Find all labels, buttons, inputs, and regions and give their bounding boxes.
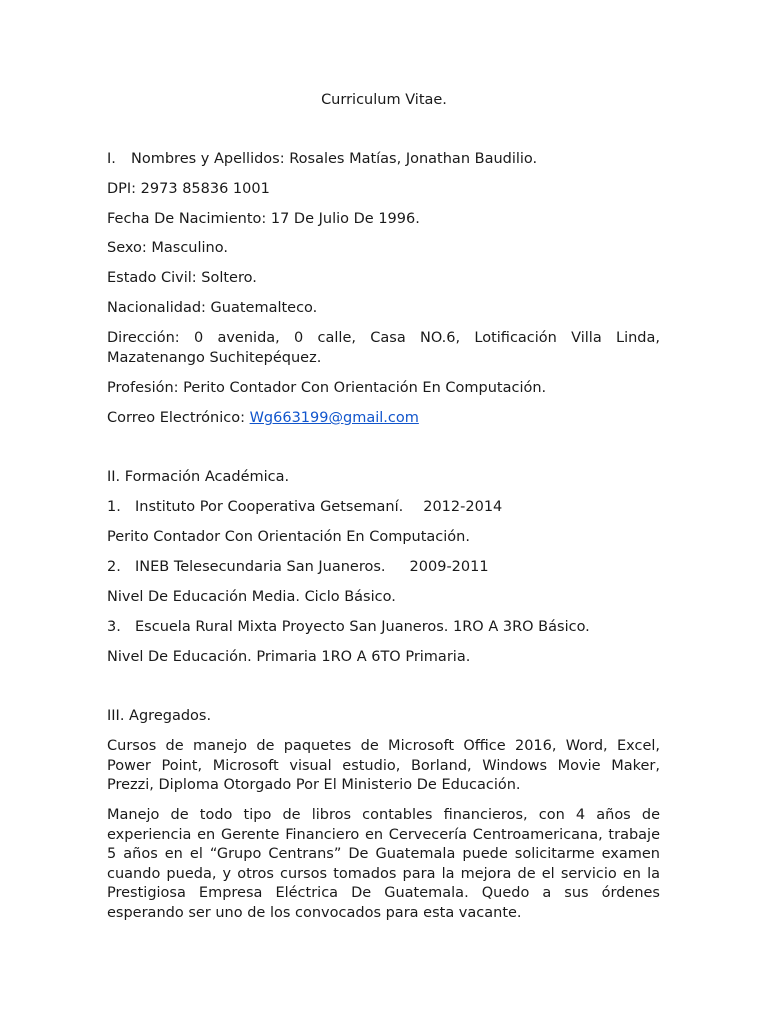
name-line <box>107 150 660 170</box>
education-detail: Nivel De Educación Media. Ciclo Básico. <box>107 589 396 605</box>
document-title: Curriculum Vitae. <box>321 92 447 108</box>
birth-line: Fecha De Nacimiento: 17 De Julio De 1996. <box>107 211 420 227</box>
school-years: 2012-2014 <box>423 499 503 515</box>
education-detail: Nivel De Educación. Primaria 1RO A 6TO Primaria. <box>107 649 471 665</box>
school-name: Instituto Por Cooperativa Getsemaní. <box>135 499 404 515</box>
school-name: INEB Telesecundaria San Juaneros. <box>135 559 386 575</box>
education-item <box>107 558 660 578</box>
address-paragraph: Dirección: 0 avenida, 0 calle, Casa NO.6, Lotificación Villa Linda, Mazatenango Suchitepéquez. <box>107 330 660 366</box>
education-item <box>107 618 660 638</box>
profession-line: Profesión: Perito Contador Con Orientación En Computación. <box>107 380 547 396</box>
item-number: 1. <box>107 499 121 515</box>
school-name: Escuela Rural Mixta Proyecto San Juaneros. 1RO A 3RO Básico. <box>135 619 590 635</box>
sex-line: Sexo: Masculino. <box>107 240 228 256</box>
nationality-line: Nacionalidad: Guatemalteco. <box>107 300 318 316</box>
education-detail: Perito Contador Con Orientación En Computación. <box>107 529 470 545</box>
extras-paragraph-experience: Manejo de todo tipo de libros contables financieros, con 4 años de experiencia en Gerente Financiero en Cervecería Centroamericana, trabaje 5 años en el “Grupo Centrans” De Guatemala puede solicitarme examen cuando pueda, y otros cursos tomados para la mejora de el servicio en la Prestigiosa Empresa Eléctrica De Guatemala. Quedo a sus órdenes esperando ser uno de los convocados para esta vacante. <box>107 807 660 921</box>
item-number: 3. <box>107 619 121 635</box>
item-number: 2. <box>107 559 121 575</box>
email-line <box>107 409 660 429</box>
extras-paragraph-courses: Cursos de manejo de paquetes de Microsoft Office 2016, Word, Excel, Power Point, Microsoft visual estudio, Borland, Windows Movie Maker, Prezzi, Diploma Otorgado Por El Ministerio De Educación. <box>107 738 660 794</box>
civil-status-line: Estado Civil: Soltero. <box>107 270 257 286</box>
dpi-line: DPI: 2973 85836 1001 <box>107 181 270 197</box>
full-name: Nombres y Apellidos: Rosales Matías, Jonathan Baudilio. <box>131 151 538 167</box>
extras-heading: III. Agregados. <box>107 708 212 724</box>
school-years: 2009-2011 <box>409 559 489 575</box>
education-item <box>107 498 660 518</box>
section-number: I. <box>107 151 116 167</box>
email-link[interactable]: Wg663199@gmail.com <box>249 410 419 426</box>
email-label: Correo Electrónico: <box>107 410 250 426</box>
education-heading: II. Formación Académica. <box>107 469 290 485</box>
